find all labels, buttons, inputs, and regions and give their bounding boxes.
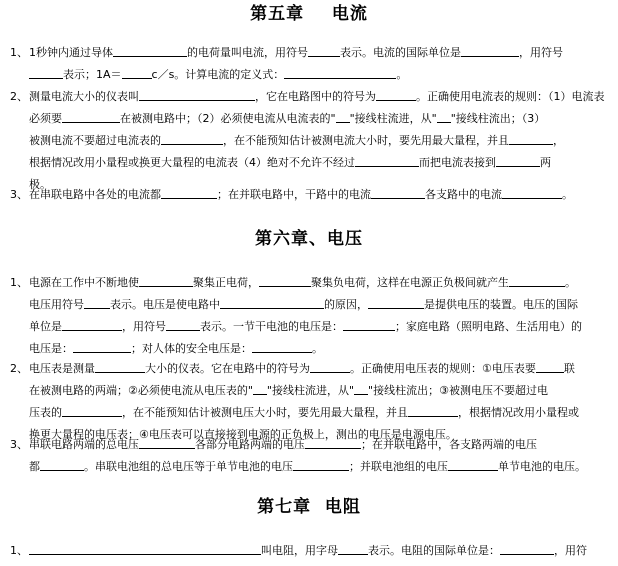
text: 1秒钟内通过导体 [29,46,113,59]
text: ；在并联电路中，干路中的电流 [217,188,371,201]
question-number: 1、 [10,544,28,557]
text: ，用符 [554,544,587,557]
question-number: 3、 [10,438,28,451]
fill-blank[interactable] [500,542,554,555]
text: 是提供电压的装置。电压的国际 [424,298,578,311]
ch5-question-1 [10,42,610,86]
text: ，用符号 [122,320,166,333]
fill-blank[interactable] [62,318,122,331]
text: ；对人体的安全电压是： [131,342,252,355]
text: ，在不能预知估计被测电压大小时，要先用最大量程，并且 [122,406,408,419]
text: ，在不能预知估计被测电流大小时，要先用最大量程，并且 [223,134,509,147]
fill-blank[interactable] [40,458,84,471]
text: ；家庭电路（照明电路、生活用电）的 [395,320,582,333]
fill-blank[interactable] [95,360,145,373]
text: 换更大量程的电压表；④电压表可以直接接到电源的正负极上，测出的电压是电源电压。 [29,428,457,441]
text: 表示。电压是使电路中 [110,298,220,311]
text: 大小的仪表。它在电路中的符号为 [145,362,310,375]
text: 。串联电池组的总电压等于单节电池的电压 [84,460,293,473]
text: 电压用符号 [29,298,84,311]
text: 单节电池的电压。 [498,460,586,473]
text: 电压表是测量 [29,362,95,375]
fill-blank[interactable] [73,340,131,353]
text: 必须要 [29,112,62,125]
question-number: 1、 [10,276,28,289]
text: 。正确使用电流表的规则：（1）电流表 [416,90,605,103]
text: 。 [565,276,576,289]
fill-blank[interactable] [62,110,120,123]
text: 聚集正电荷， [193,276,259,289]
text: "接线柱流出；（3） [450,112,546,125]
question-number: 1、 [10,46,28,59]
text: ；并联电池组的电压 [349,460,448,473]
text: ，根据情况改用小量程或 [458,406,579,419]
ch7-question-1 [10,540,610,562]
text: 叫电阻，用字母 [261,544,338,557]
text: 串联电路两端的总电压 [29,438,139,451]
text: 测量电流大小的仪表叫 [29,90,139,103]
chapter-6-title: 第六章、电压 [255,229,363,249]
ch5-question-2 [10,86,610,196]
fill-blank[interactable] [305,436,361,449]
chapter-5-title: 第五章 电流 [250,4,368,24]
text: 都 [29,460,40,473]
text: 表示。电阻的国际单位是： [368,544,500,557]
text: 的原因， [324,298,368,311]
text: ，它在电路图中的符号为 [255,90,376,103]
text: 电源在工作中不断地使 [29,276,139,289]
text: "接线柱流进，从" [349,112,437,125]
text: 在被测电路中；（2）必须使电流从电流表的" [120,112,336,125]
text: 根据情况改用小量程或换更大量程的电流表（4）绝对不允许不经过 [29,156,355,169]
fill-blank[interactable] [355,154,419,167]
fill-blank[interactable] [139,436,195,449]
text: 在串联电路中各处的电流都 [29,188,161,201]
fill-blank[interactable] [161,132,223,145]
text: 表示。一节干电池的电压是： [200,320,343,333]
text: c／s。计算电流的定义式： [151,68,285,81]
fill-blank[interactable] [166,318,200,331]
fill-blank[interactable] [310,360,350,373]
fill-blank[interactable] [368,296,424,309]
text: "接线柱流进，从" [266,384,355,397]
fill-blank[interactable] [343,318,395,331]
fill-blank[interactable] [252,340,312,353]
text: 表示。电流的国际单位是 [340,46,461,59]
text: 而把电流表接到 [419,156,496,169]
text: 两 [540,156,551,169]
text: 聚集负电荷，这样在电源正负极间就产生 [311,276,509,289]
fill-blank[interactable] [253,382,267,395]
text: 的电荷量叫电流，用符号 [187,46,308,59]
ch6-question-2 [10,358,610,446]
fill-blank[interactable] [113,44,187,57]
chapter-7-title: 第七章 电阻 [257,497,361,517]
text: 各支路中的电流 [425,188,502,201]
text: 。正确使用电压表的规则：①电压表要 [350,362,536,375]
ch5-question-3 [10,184,610,206]
fill-blank[interactable] [338,542,368,555]
fill-blank[interactable] [461,44,519,57]
question-number: 2、 [10,90,28,103]
fill-blank[interactable] [336,110,350,123]
fill-blank[interactable] [220,296,324,309]
fill-blank[interactable] [62,404,122,417]
text: "接线柱流出；③被测电压不要超过电 [368,384,548,397]
text: 在被测电路的两端；②必须使电流从电压表的" [29,384,253,397]
fill-blank[interactable] [84,296,110,309]
fill-blank[interactable] [509,274,565,287]
text: 被测电流不要超过电流表的 [29,134,161,147]
question-number: 2、 [10,362,28,375]
text: 极。 [29,178,51,191]
fill-blank[interactable] [371,186,425,199]
text: 。 [396,68,408,81]
text: 压表的 [29,406,62,419]
fill-blank[interactable] [284,66,396,79]
fill-blank[interactable] [408,404,458,417]
fill-blank[interactable] [293,458,349,471]
fill-blank[interactable] [536,360,564,373]
text: ；在并联电路中，各支路两端的电压 [361,438,537,451]
fill-blank[interactable] [259,274,311,287]
fill-blank[interactable] [448,458,498,471]
text: 各部分电路两端的电压 [195,438,305,451]
fill-blank[interactable] [139,88,255,101]
fill-blank[interactable] [122,66,152,79]
fill-blank[interactable] [496,154,540,167]
question-number: 3、 [10,188,28,201]
fill-blank[interactable] [437,110,451,123]
fill-blank[interactable] [509,132,553,145]
fill-blank[interactable] [139,274,193,287]
fill-blank[interactable] [161,186,217,199]
text: 。 [562,188,573,201]
text: 表示；1A＝ [63,68,122,81]
text: 电压是： [29,342,73,355]
text: 单位是 [29,320,62,333]
fill-blank[interactable] [29,66,63,79]
text: 。 [312,342,323,355]
text: 联 [563,362,575,375]
fill-blank[interactable] [376,88,416,101]
text: ， [553,134,564,147]
fill-blank[interactable] [308,44,340,57]
ch6-question-3 [10,434,610,478]
fill-blank[interactable] [502,186,562,199]
fill-blank[interactable] [354,382,368,395]
ch6-question-1 [10,272,610,360]
fill-blank[interactable] [29,542,261,555]
text: ，用符号 [519,46,563,59]
